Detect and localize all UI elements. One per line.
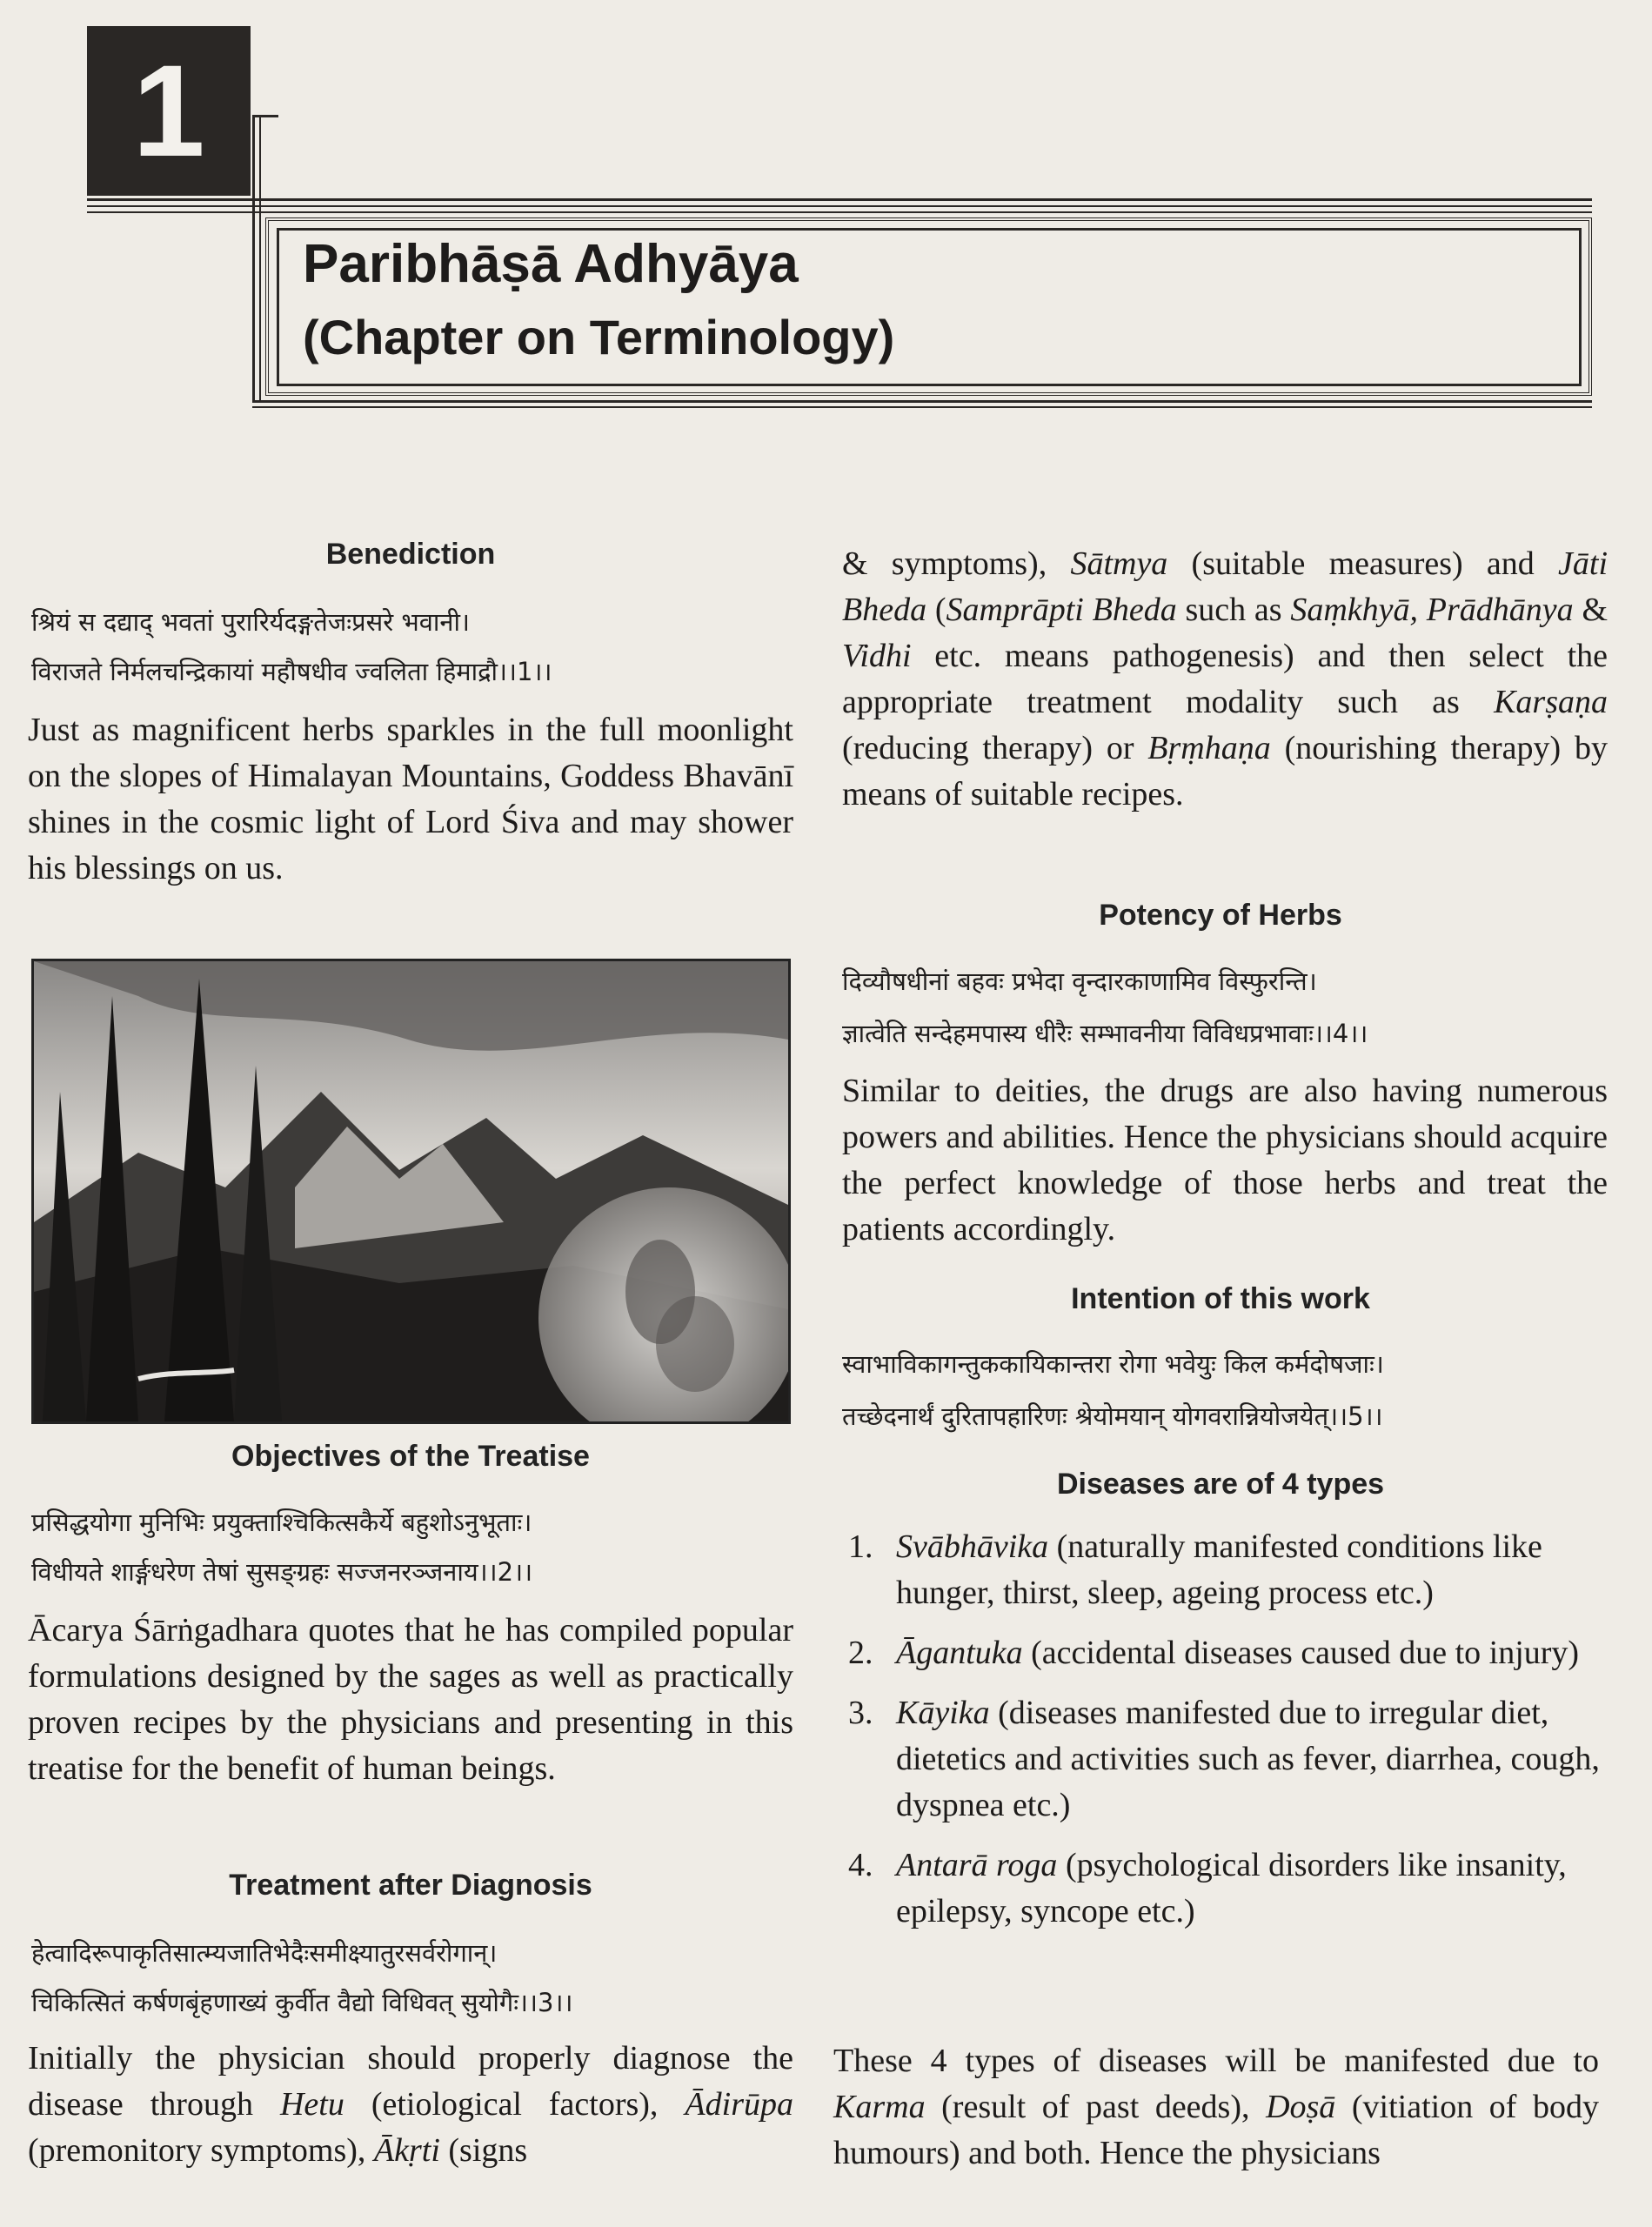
benediction-text: Just as magnificent herbs sparkles in the full moonlight on the slopes of Himalayan Mountains, Goddess Bhavānī shines in the cosmic light of Lord Śiva and may shower his blessings on us. — [28, 712, 793, 886]
treatment-text: Initially the physician should properly diagnose the disease through Hetu (etiological factors), Ādirūpa (premonitory symptoms), Ākṛti (signs — [28, 2040, 793, 2169]
heading-intention: Intention of this work — [1071, 1282, 1370, 1315]
sanskrit-verse: विधीयते शार्ङ्गधरेण तेषां सुसङ्ग्रहः सज्जनरञ्जनाय।।2।। — [31, 1557, 533, 1587]
chapter-subtitle: (Chapter on Terminology) — [303, 310, 895, 364]
sanskrit-verse: हेत्वादिरूपाकृतिसात्म्यजातिभेदैःसमीक्ष्यातुरसर्वरोगान्। — [31, 1938, 498, 1968]
potency-text: Similar to deities, the drugs are also having numerous powers and abilities. Hence the physicians should acquire the perfect knowledge of those herbs and treat the patients accordingly. — [842, 1073, 1608, 1247]
list-item: 4. Antarā roga (psychological disorders like insanity, epilepsy, syncope etc.) — [848, 1847, 1567, 1929]
header-rule — [87, 205, 1592, 207]
heading-treatment: Treatment after Diagnosis — [229, 1869, 592, 1902]
header-rule — [87, 198, 1592, 201]
sanskrit-verse: स्वाभाविकागन्तुककायिकान्तरा रोगा भवेयुः किल कर्मदोषजाः। — [842, 1349, 1384, 1379]
heading-diseases: Diseases are of 4 types — [1056, 1468, 1385, 1501]
header-rule — [252, 406, 1592, 408]
sanskrit-verse: श्रियं स दद्याद् भवतां पुरारिर्यदङ्गतेजःप्रसरे भवानी। — [31, 607, 470, 637]
sanskrit-verse: विराजते निर्मलचन्द्रिकायां महौषधीव ज्वलिता हिमाद्रौ।।1।। — [31, 657, 552, 686]
heading-benediction: Benediction — [325, 538, 496, 571]
header-rule — [252, 115, 278, 117]
mountain-shiva-image — [34, 961, 788, 1421]
sanskrit-verse: तच्छेदनार्थं दुरितापहारिणः श्रेयोमयान् योगवरान्नियोजयेत्।।5।। — [842, 1401, 1383, 1431]
sanskrit-verse: दिव्यौषधीनां बहवः प्रभेदा वृन्दारकाणामिव विस्फुरन्ति। — [842, 966, 1317, 996]
header-rule-vertical — [252, 115, 255, 402]
objectives-text: Ācarya Śārṅgadhara quotes that he has compiled popular formulations designed by the sages as well as practically proven recipes by the physicians and presenting in this treatise for the benefit of human beings. — [28, 1612, 793, 1787]
sanskrit-verse: प्रसिद्धयोगा मुनिभिः प्रयुक्ताश्चिकित्सकैर्ये बहुशोऽनुभूताः। — [31, 1508, 532, 1537]
header-rule-vertical — [259, 115, 261, 402]
heading-potency: Potency of Herbs — [1099, 899, 1342, 932]
himalaya-illustration — [31, 959, 791, 1424]
chapter-title: Paribhāṣā Adhyāya — [303, 234, 799, 294]
heading-objectives: Objectives of the Treatise — [231, 1440, 590, 1473]
header-rule — [252, 400, 1592, 403]
sanskrit-verse: ज्ञात्वेति सन्देहमपास्य धीरैः सम्भावनीया विविधप्रभावाः।।4।। — [842, 1019, 1368, 1048]
treatment-continuation: & symptoms), Sātmya (suitable measures) and Jāti Bheda (Samprāpti Bheda such as Saṃkhyā, Prādhānya & Vidhi etc. means pathogenesis) and then select the appropriate treatment modality such as Karṣaṇa (reducing therapy) or Bṛṃhaṇa (nourishing therapy) by means of suitable recipes. — [842, 545, 1609, 813]
diseases-summary: These 4 types of diseases will be manifested due to Karma (result of past deeds), Doṣā (vitiation of body humours) and both. Hence the physicians — [833, 2043, 1599, 2171]
sanskrit-verse: चिकित्सितं कर्षणबृंहणाख्यं कुर्वीत वैद्यो विधिवत् सुयोगैः।।3।। — [31, 1988, 573, 2017]
chapter-number: 1 — [87, 26, 251, 196]
disease-types-list — [848, 1524, 1605, 1949]
header-rule — [87, 211, 1592, 213]
list-item: 3. Kāyika (diseases manifested due to irregular diet, dietetics and activities such as fever, diarrhea, cough, dyspnea etc.) — [848, 1695, 1600, 1823]
list-item: 2. Āgantuka (accidental diseases caused due to injury) — [848, 1635, 1580, 1671]
list-item: 1. Svābhāvika (naturally manifested conditions like hunger, thirst, sleep, ageing process etc.) — [848, 1528, 1542, 1611]
